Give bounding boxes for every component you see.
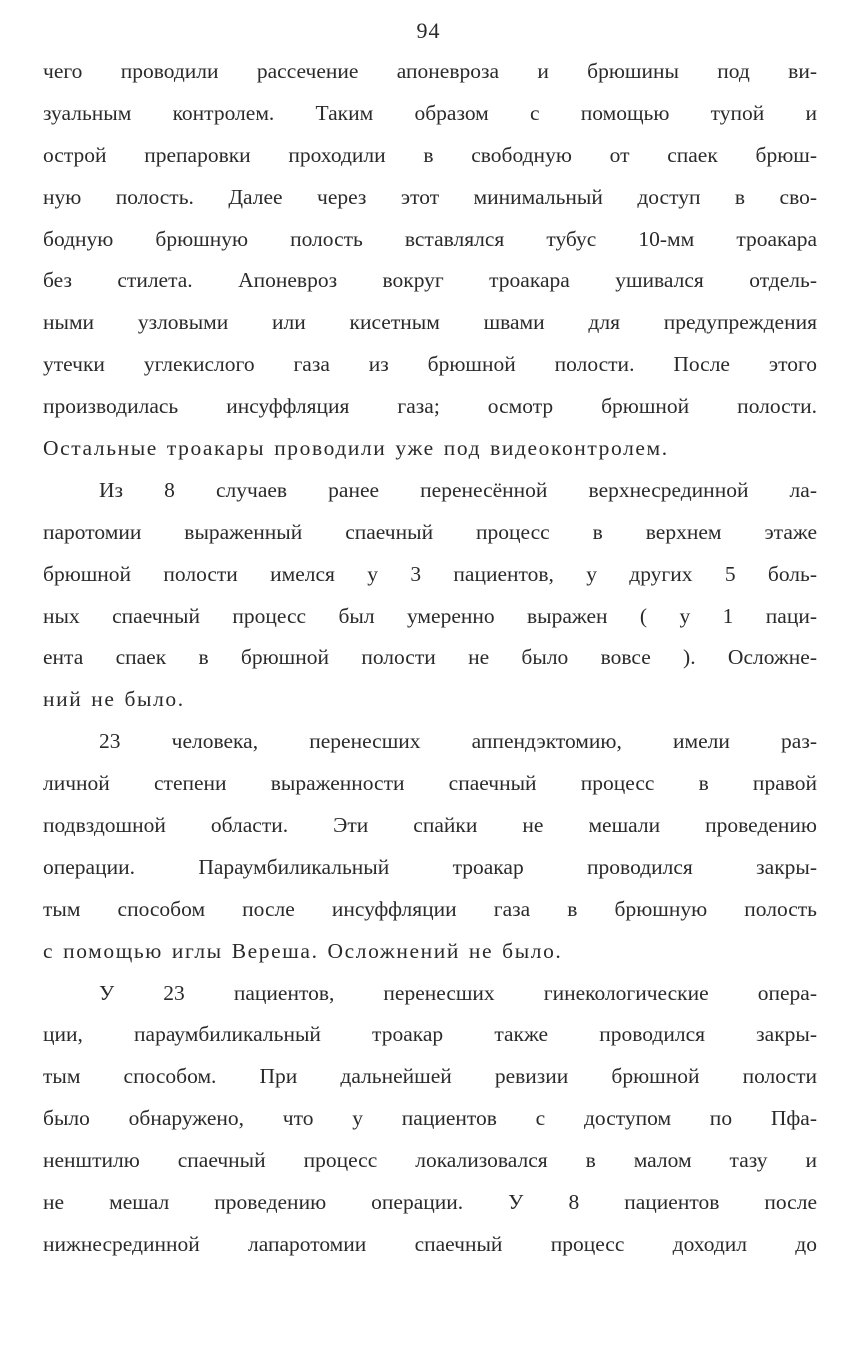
text-line: ными узловыми или кисетным швами для предупреждения bbox=[43, 310, 817, 335]
text-line: 23 человека, перенесших аппендэктомию, имели раз- bbox=[99, 729, 817, 754]
text-line: без стилета. Апоневроз вокруг троакара ушивался отдель- bbox=[43, 268, 817, 293]
text-line: нижнесрединной лапаротомии спаечный процесс доходил до bbox=[43, 1231, 817, 1256]
text-line: не мешал проведению операции. У 8 пациентов после bbox=[43, 1190, 817, 1215]
text-line: тым способом. При дальнейшей ревизии брюшной полости bbox=[43, 1064, 817, 1089]
text-line: зуальным контролем. Таким образом с помощью тупой и bbox=[43, 100, 817, 125]
text-line: острой препаровки проходили в свободную от спаек брюш- bbox=[43, 142, 817, 167]
text-line: подвздошной области. Эти спайки не мешали проведению bbox=[43, 813, 817, 838]
text-line: утечки углекислого газа из брюшной полости. После этого bbox=[43, 352, 817, 377]
text-line: бодную брюшную полость вставлялся тубус 10-мм троакара bbox=[43, 226, 817, 251]
text-line: личной степени выраженности спаечный процесс в правой bbox=[43, 771, 817, 796]
text-line: производилась инсуффляция газа; осмотр брюшной полости. bbox=[43, 394, 817, 419]
text-line: ента спаек в брюшной полости не было вовсе ). Осложне- bbox=[43, 645, 817, 670]
text-line: тым способом после инсуффляции газа в брюшную полость bbox=[43, 896, 817, 921]
body-text bbox=[43, 51, 817, 1266]
page-number: 94 bbox=[416, 18, 441, 43]
text-line: ных спаечный процесс был умеренно выражен ( у 1 паци- bbox=[43, 603, 817, 628]
text-line: паротомии выраженный спаечный процесс в верхнем этаже bbox=[43, 519, 817, 544]
text-line: брюшной полости имелся у 3 пациентов, у других 5 боль- bbox=[43, 561, 817, 586]
text-line: чего проводили рассечение апоневроза и брюшины под ви- bbox=[43, 59, 817, 83]
text-line: ную полость. Далее через этот минимальный доступ в сво- bbox=[43, 184, 817, 209]
text-line: У 23 пациентов, перенесших гинекологические опера- bbox=[99, 980, 817, 1005]
text-line: с помощью иглы Вереша. Осложнений не было. bbox=[43, 938, 563, 963]
text-line: ний не было. bbox=[43, 687, 185, 712]
text-line: Остальные троакары проводили уже под видеоконтролем. bbox=[43, 436, 669, 461]
text-line: Из 8 случаев ранее перенесённой верхнесрединной ла- bbox=[99, 477, 817, 502]
text-line: операции. Параумбиликальный троакар проводился закры- bbox=[43, 854, 817, 879]
text-line: ции, параумбиликальный троакар также проводился закры- bbox=[43, 1022, 817, 1047]
text-line: было обнаружено, что у пациентов с доступом по Пфа- bbox=[43, 1106, 817, 1131]
text-line: ненштилю спаечный процесс локализовался в малом тазу и bbox=[43, 1148, 817, 1173]
